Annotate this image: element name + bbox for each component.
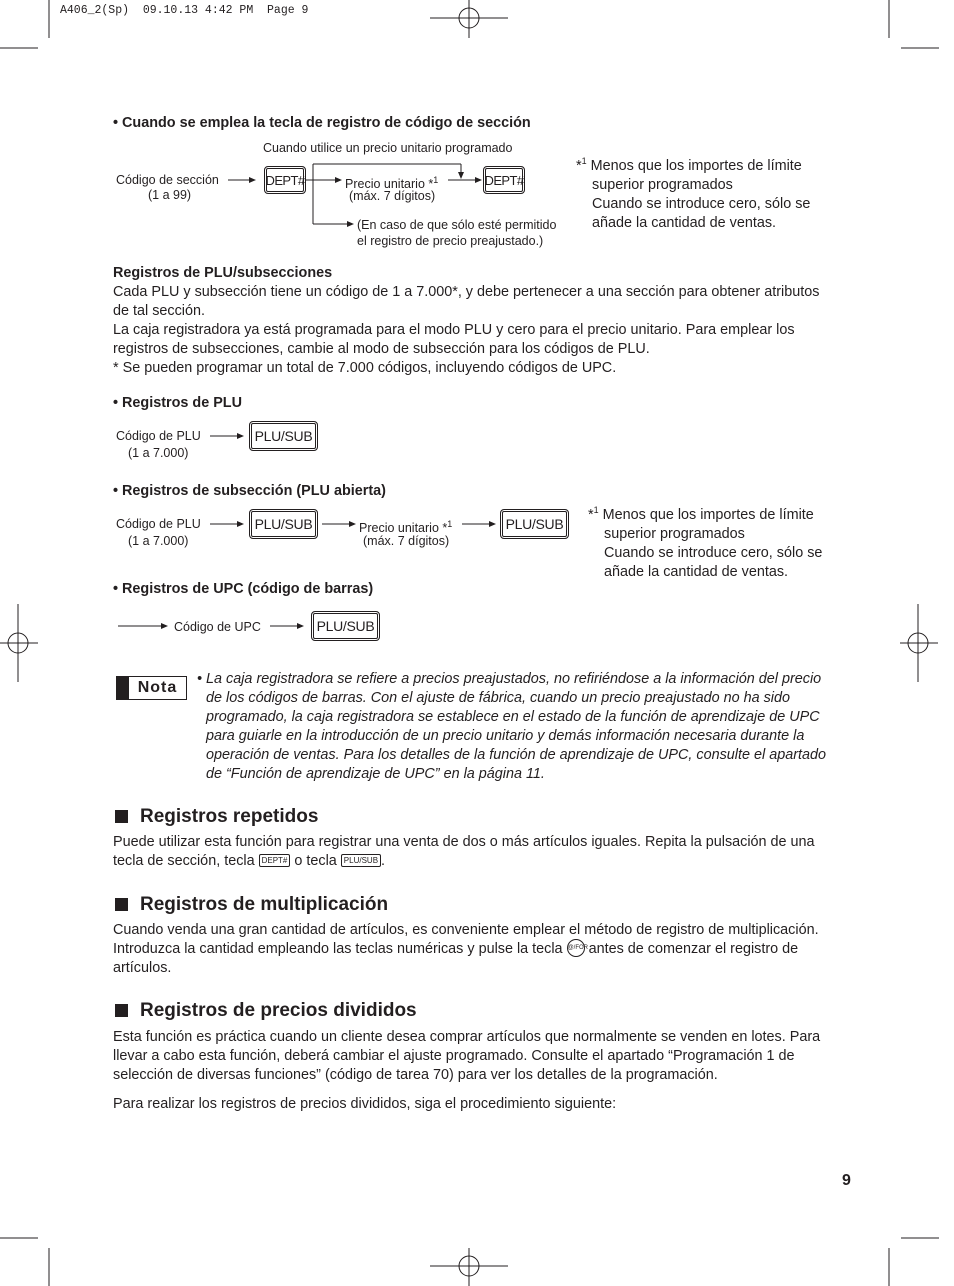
multiply-heading: Registros de multiplicación bbox=[115, 894, 388, 916]
upc-code-label: Código de UPC bbox=[174, 620, 261, 634]
sub-plu-key-2[interactable]: PLU/SUB bbox=[500, 509, 569, 539]
dept-price-label: Precio unitario *$^1$ bbox=[345, 175, 439, 192]
upc-reg-title: • Registros de UPC (código de barras) bbox=[113, 581, 374, 597]
dept-code-range: (1 a 99) bbox=[148, 188, 192, 202]
upc-plu-key[interactable]: PLU/SUB bbox=[311, 611, 380, 641]
note-text: • La caja registradora se refiere a precios preajustados, no refiriéndose a la información del precio de los códigos de barras. Con el ajuste de fábrica, cuando un precio preajustado no ha sido programado, la caja registradora se establece en el estado de la función de aprendizaje de UPC para guiarle en la introducción de un precio unitario y demás información necesaria durante la operación de ventas. Para los detalles de la función de aprendizaje de UPC, consulte el apartado de “Función de aprendizaje de UPC” en la página 11. bbox=[197, 671, 826, 782]
sub-plu-key-1[interactable]: PLU/SUB bbox=[249, 509, 318, 539]
inline-for-key: @/FOR bbox=[567, 939, 585, 957]
multiply-text: Cuando venda una gran cantidad de artículos, es conveniente emplear el método de registro de multiplicación. Introduzca la cantidad empleando las teclas numéricas y pulse la tecla @/FOR antes de comenzar el registro de artículos. bbox=[113, 922, 819, 976]
split-text: Esta función es práctica cuando un cliente desea comprar artículos que normalmente se venden en lotes. Para llevar a cabo esta función, deberá cambiar el ajuste programado. Consulte el apartado “Programación 1 de selección de diversas funciones” (código de tarea 70) para ver los detalles de la programación. Para realizar los registros de precios divididos, siga el procedimiento siguiente: bbox=[113, 1029, 821, 1112]
print-slug: A406_2(Sp) 09.10.13 4:42 PM Page 9 bbox=[60, 4, 309, 17]
plu-reg-title: • Registros de PLU bbox=[113, 395, 242, 411]
sub-footnote: *$^1$ Menos que los importes de límite superior programados Cuando se introduce cero, sólo se añade la cantidad de ventas. bbox=[588, 505, 823, 580]
dept-code-label: Código de sección bbox=[116, 173, 219, 187]
dept-section-title: • Cuando se emplea la tecla de registro de código de sección bbox=[113, 115, 531, 131]
sub-reg-title: • Registros de subsección (PLU abierta) bbox=[113, 483, 386, 499]
dept-price-max: (máx. 7 dígitos) bbox=[349, 189, 436, 203]
sub-price-label: Precio unitario *$^1$ bbox=[359, 519, 453, 536]
sub-price-max: (máx. 7 dígitos) bbox=[363, 534, 450, 548]
plu-sub-key[interactable]: PLU/SUB bbox=[249, 421, 318, 451]
heading-square-icon bbox=[115, 810, 128, 823]
heading-square-icon bbox=[115, 1004, 128, 1017]
dept-alt-note-2: el registro de precio preajustado.) bbox=[357, 234, 544, 248]
note-label-box bbox=[116, 676, 187, 700]
note-label: Nota bbox=[137, 679, 178, 696]
split-heading: Registros de precios divididos bbox=[115, 1000, 417, 1022]
sub-code-range: (1 a 7.000) bbox=[128, 534, 189, 548]
dept-footnote: *$^1$ Menos que los importes de límite superior programados Cuando se introduce cero, sólo se añade la cantidad de ventas. bbox=[576, 156, 811, 231]
inline-plu-key: PLU/SUB bbox=[341, 854, 381, 867]
page-number: 9 bbox=[842, 1172, 851, 1189]
plu-intro: Registros de PLU/subsecciones Cada PLU y subsección tiene un código de 1 a 7.000*, y debe pertenecer a una sección para obtener atributos de tal sección. La caja registradora ya está programada para el modo PLU y cero para el precio unitario. Para emplear los registros de subsecciones, cambie al modo de subsección para los códigos de PLU. * Se pueden programar un total de 7.000 códigos, incluyendo códigos de UPC. bbox=[113, 264, 853, 378]
plu-code-label: Código de PLU bbox=[116, 429, 201, 443]
dept-top-note: Cuando utilice un precio unitario programado bbox=[263, 141, 513, 155]
plu-code-range: (1 a 7.000) bbox=[128, 446, 189, 460]
repeat-heading: Registros repetidos bbox=[115, 806, 318, 828]
repeat-text: Puede utilizar esta función para registrar una venta de dos o más artículos iguales. Repita la pulsación de una tecla de sección, tecla DEPT# o tecla PLU/SUB . bbox=[113, 834, 815, 869]
plu-intro-heading: Registros de PLU/subsecciones bbox=[113, 265, 333, 281]
inline-dept-key: DEPT# bbox=[259, 854, 291, 867]
dept-key[interactable]: DEPT# bbox=[264, 166, 306, 194]
sub-code-label: Código de PLU bbox=[116, 517, 201, 531]
heading-square-icon bbox=[115, 898, 128, 911]
dept-key-end[interactable]: DEPT# bbox=[483, 166, 525, 194]
dept-alt-note-1: (En caso de que sólo esté permitido bbox=[357, 218, 557, 232]
